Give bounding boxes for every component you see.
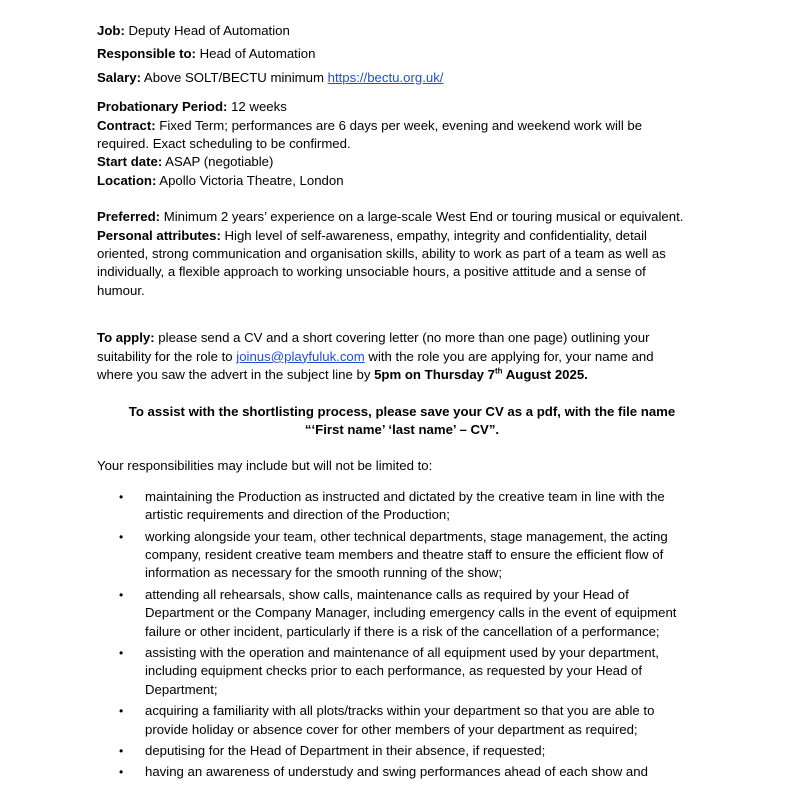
responsibilities-list xyxy=(97,488,707,782)
list-item-line: including equipment checks prior to each performance, as requested by your Head of xyxy=(145,663,643,679)
salary-line xyxy=(97,69,707,87)
list-item-line: failure or other incident, particularly if there is a risk of the cancellation of a performance; xyxy=(145,623,660,639)
salary-value: Above SOLT/BECTU minimum xyxy=(141,69,328,85)
salary-label: Salary: xyxy=(97,69,141,85)
bectu-link[interactable]: https://bectu.org.uk/ xyxy=(327,69,444,85)
list-item xyxy=(97,488,707,525)
contract-line-1 xyxy=(97,117,707,135)
location-line xyxy=(97,172,707,190)
list-item xyxy=(97,528,707,583)
probation-value: 12 weeks xyxy=(227,99,287,115)
email-link[interactable]: joinus@playfuluk.com xyxy=(236,348,365,364)
responsible-value: Head of Automation xyxy=(195,46,316,62)
attributes-line-1 xyxy=(97,227,707,245)
bullet-icon: • xyxy=(119,704,124,719)
shortlisting-line-1: To assist with the shortlisting process, please save your CV as a pdf, with the file name xyxy=(128,403,676,419)
bullet-icon: • xyxy=(119,489,124,504)
list-item-line: information as necessary for the smooth running of the show; xyxy=(145,565,502,581)
attributes-line-3: individually, a flexible approach to working unsociable hours, a positive attitude and a sense of xyxy=(97,264,646,280)
start-value: ASAP (negotiable) xyxy=(162,154,274,170)
contract-value-1: Fixed Term; performances are 6 days per week, evening and weekend work will be xyxy=(155,117,643,133)
apply-label: To apply: xyxy=(97,330,155,346)
probation-label: Probationary Period: xyxy=(97,99,228,115)
job-line xyxy=(97,22,707,40)
start-label: Start date: xyxy=(97,154,163,170)
bullet-icon: • xyxy=(119,645,124,660)
responsibilities-intro: Your responsibilities may include but will not be limited to: xyxy=(97,458,433,474)
list-item-line: working alongside your team, other technical departments, stage management, the acting xyxy=(145,528,668,544)
job-value: Deputy Head of Automation xyxy=(124,23,290,38)
preferred-value: Minimum 2 years’ experience on a large-scale West End or touring musical or equivalent. xyxy=(160,209,684,225)
list-item-line: having an awareness of understudy and swing performances ahead of each show and xyxy=(145,764,648,780)
list-item-line: maintaining the Production as instructed and dictated by the creative team in line with the xyxy=(145,488,665,504)
contract-label: Contract: xyxy=(97,117,156,133)
preferred-label: Preferred: xyxy=(97,209,161,225)
location-value: Apollo Victoria Theatre, London xyxy=(156,172,344,188)
bullet-icon: • xyxy=(119,587,124,602)
apply-line-1 xyxy=(97,329,707,347)
deadline-text-a: 5pm on Thursday 7 xyxy=(374,367,496,383)
list-item-line: provide holiday or absence cover for other members of your department as required; xyxy=(145,721,638,737)
list-item-line: attending all rehearsals, show calls, maintenance calls as required by your Head of xyxy=(145,586,629,602)
list-item-line: Department or the Company Manager, including emergency calls in the event of equipment xyxy=(145,605,677,621)
apply-line-3 xyxy=(97,366,707,384)
list-item xyxy=(97,763,707,781)
responsible-label: Responsible to: xyxy=(97,46,196,62)
contract-line-2: required. Exact scheduling to be confirmed. xyxy=(97,136,351,152)
preferred-line xyxy=(97,208,707,226)
bullet-icon: • xyxy=(119,765,124,780)
document-page xyxy=(97,22,707,785)
list-item-line: deputising for the Head of Department in their absence, if requested; xyxy=(145,743,546,758)
attributes-line-2: oriented, strong communication and organisation skills, ability to work as part of a team as well as xyxy=(97,246,666,262)
apply-text-2b: with the role you are applying for, your name and xyxy=(364,348,654,364)
start-line xyxy=(97,153,707,171)
list-item-line: assisting with the operation and maintenance of all equipment used by your department, xyxy=(145,644,659,660)
apply-text-3a: where you saw the advert in the subject line by xyxy=(97,367,375,383)
list-item-line: Department; xyxy=(145,681,218,697)
list-item-line: acquiring a familiarity with all plots/tracks within your department so that you are able to xyxy=(145,703,655,719)
deadline-text-b: August 2025. xyxy=(502,367,588,383)
apply-line-2 xyxy=(97,348,707,366)
attributes-label: Personal attributes: xyxy=(97,227,221,243)
attributes-text-1: High level of self-awareness, empathy, integrity and confidentiality, detail xyxy=(220,227,647,243)
deadline xyxy=(374,367,588,382)
bullet-icon: • xyxy=(119,744,124,758)
responsible-line xyxy=(97,45,707,63)
location-label: Location: xyxy=(97,172,157,188)
list-item xyxy=(97,702,707,739)
apply-text-1: please send a CV and a short covering letter (no more than one page) outlining your xyxy=(154,330,650,346)
bullet-icon: • xyxy=(119,529,124,544)
job-label: Job: xyxy=(97,23,125,38)
shortlisting-line-2: “‘First name’ ‘last name’ – CV”. xyxy=(304,421,500,437)
deadline-sup: th xyxy=(495,366,503,376)
list-item-line: artistic requirements and direction of the Production; xyxy=(145,507,450,523)
probation-line xyxy=(97,98,707,116)
list-item xyxy=(97,586,707,641)
list-item-line: company, resident creative team members and theatre staff to ensure the efficient flow of xyxy=(145,546,664,562)
apply-text-2a: suitability for the role to xyxy=(97,348,237,364)
list-item xyxy=(97,742,707,760)
attributes-line-4: humour. xyxy=(97,282,145,298)
list-item xyxy=(97,644,707,699)
